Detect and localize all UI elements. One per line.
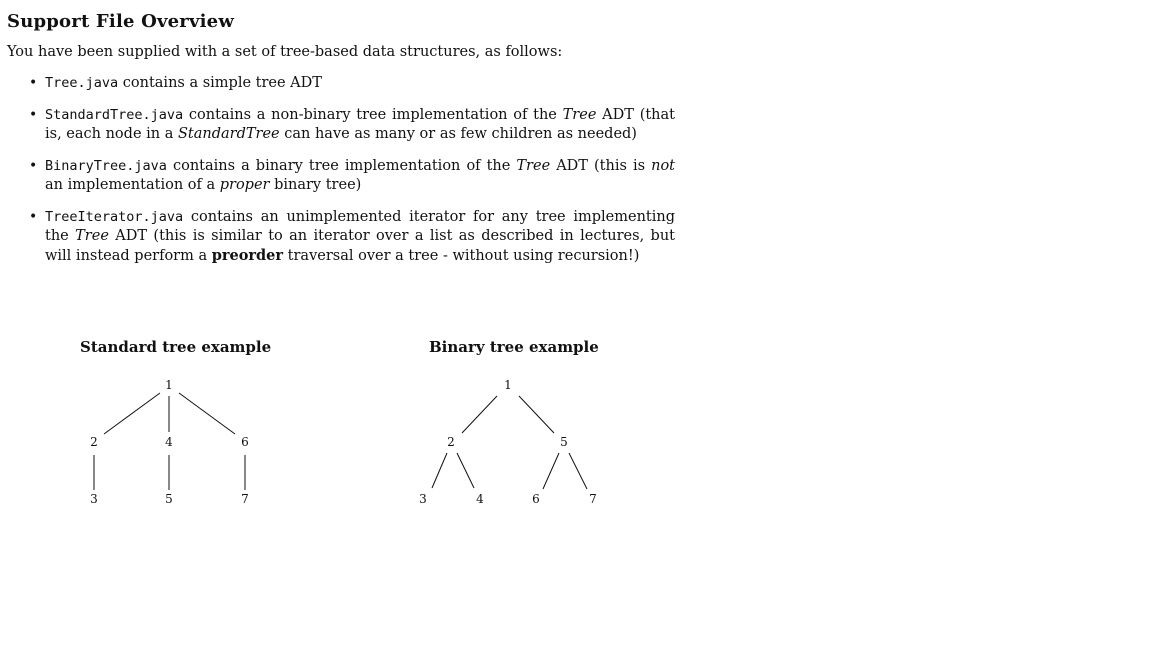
file-name: StandardTree.java <box>45 107 184 123</box>
document-page <box>7 10 675 279</box>
edge-1-2 <box>104 393 160 434</box>
bullet-icon: • <box>29 209 38 225</box>
support-file-list <box>7 74 675 266</box>
tree-node-label: 1 <box>504 378 512 392</box>
item-emphasis: StandardTree <box>177 126 280 142</box>
file-name: Tree.java <box>45 75 119 91</box>
item-emphasis: proper <box>219 177 270 193</box>
edge-2-4 <box>457 453 474 488</box>
item-text: ADT (that is, each node in a <box>45 107 675 142</box>
binary-tree-diagram <box>419 378 597 506</box>
item-strong: preorder <box>211 247 284 264</box>
bullet-icon: • <box>29 107 38 123</box>
item-emphasis: not <box>651 158 676 174</box>
binary-tree-title: Binary tree example <box>429 338 599 356</box>
item-text: can have as many or as few children as needed) <box>279 126 637 142</box>
item-text: ADT (this is similar to an iterator over a list as described in lectures, but will instead perform a <box>45 228 676 264</box>
item-text: contains a binary tree implementation of the <box>166 158 517 174</box>
tree-node-label: 6 <box>532 492 540 506</box>
tree-node-label: 7 <box>589 492 597 506</box>
tree-node-label: 5 <box>165 492 173 506</box>
edge-2-3 <box>432 453 447 488</box>
standard-tree-diagram <box>90 378 249 506</box>
list-item-standardtree-java <box>7 106 675 144</box>
item-text: contains an unimplemented iterator for any tree implementing the <box>45 209 675 244</box>
list-item-tree-java <box>7 74 675 93</box>
item-text: contains a simple tree ADT <box>118 75 322 91</box>
section-heading: Support File Overview <box>7 11 235 32</box>
item-emphasis: Tree <box>516 158 551 174</box>
bullet-icon: • <box>29 158 38 174</box>
tree-node-label: 1 <box>165 378 173 392</box>
list-item-binarytree-java <box>7 157 675 195</box>
item-text: binary tree) <box>269 177 362 193</box>
tree-node-label: 6 <box>241 435 249 449</box>
item-text: contains a non-binary tree implementation of the <box>183 107 563 123</box>
item-emphasis: Tree <box>562 107 597 123</box>
tree-node-label: 2 <box>90 435 98 449</box>
edge-5-6 <box>543 453 559 489</box>
intro-paragraph: You have been supplied with a set of tree-based data structures, as follows: <box>7 44 563 60</box>
file-name: BinaryTree.java <box>45 158 167 174</box>
edge-1-6 <box>179 393 235 434</box>
standard-tree-title: Standard tree example <box>80 338 272 356</box>
bullet-icon: • <box>29 75 38 91</box>
item-text: traversal over a tree - without using recursion!) <box>283 248 640 264</box>
tree-node-label: 4 <box>165 435 173 449</box>
tree-node-label: 5 <box>560 435 568 449</box>
edge-5-7 <box>569 453 587 489</box>
tree-node-label: 2 <box>447 435 455 449</box>
tree-node-label: 3 <box>90 492 98 506</box>
item-text: ADT (this is <box>550 158 652 174</box>
edge-1-5 <box>519 396 554 433</box>
list-item-treeiterator-java <box>7 208 675 266</box>
tree-node-label: 7 <box>241 492 249 506</box>
edge-1-2 <box>462 396 497 433</box>
file-name: TreeIterator.java <box>45 209 184 225</box>
item-emphasis: Tree <box>75 228 109 244</box>
tree-node-label: 4 <box>476 492 484 506</box>
tree-node-label: 3 <box>419 492 427 506</box>
item-text: an implementation of a <box>45 177 220 193</box>
